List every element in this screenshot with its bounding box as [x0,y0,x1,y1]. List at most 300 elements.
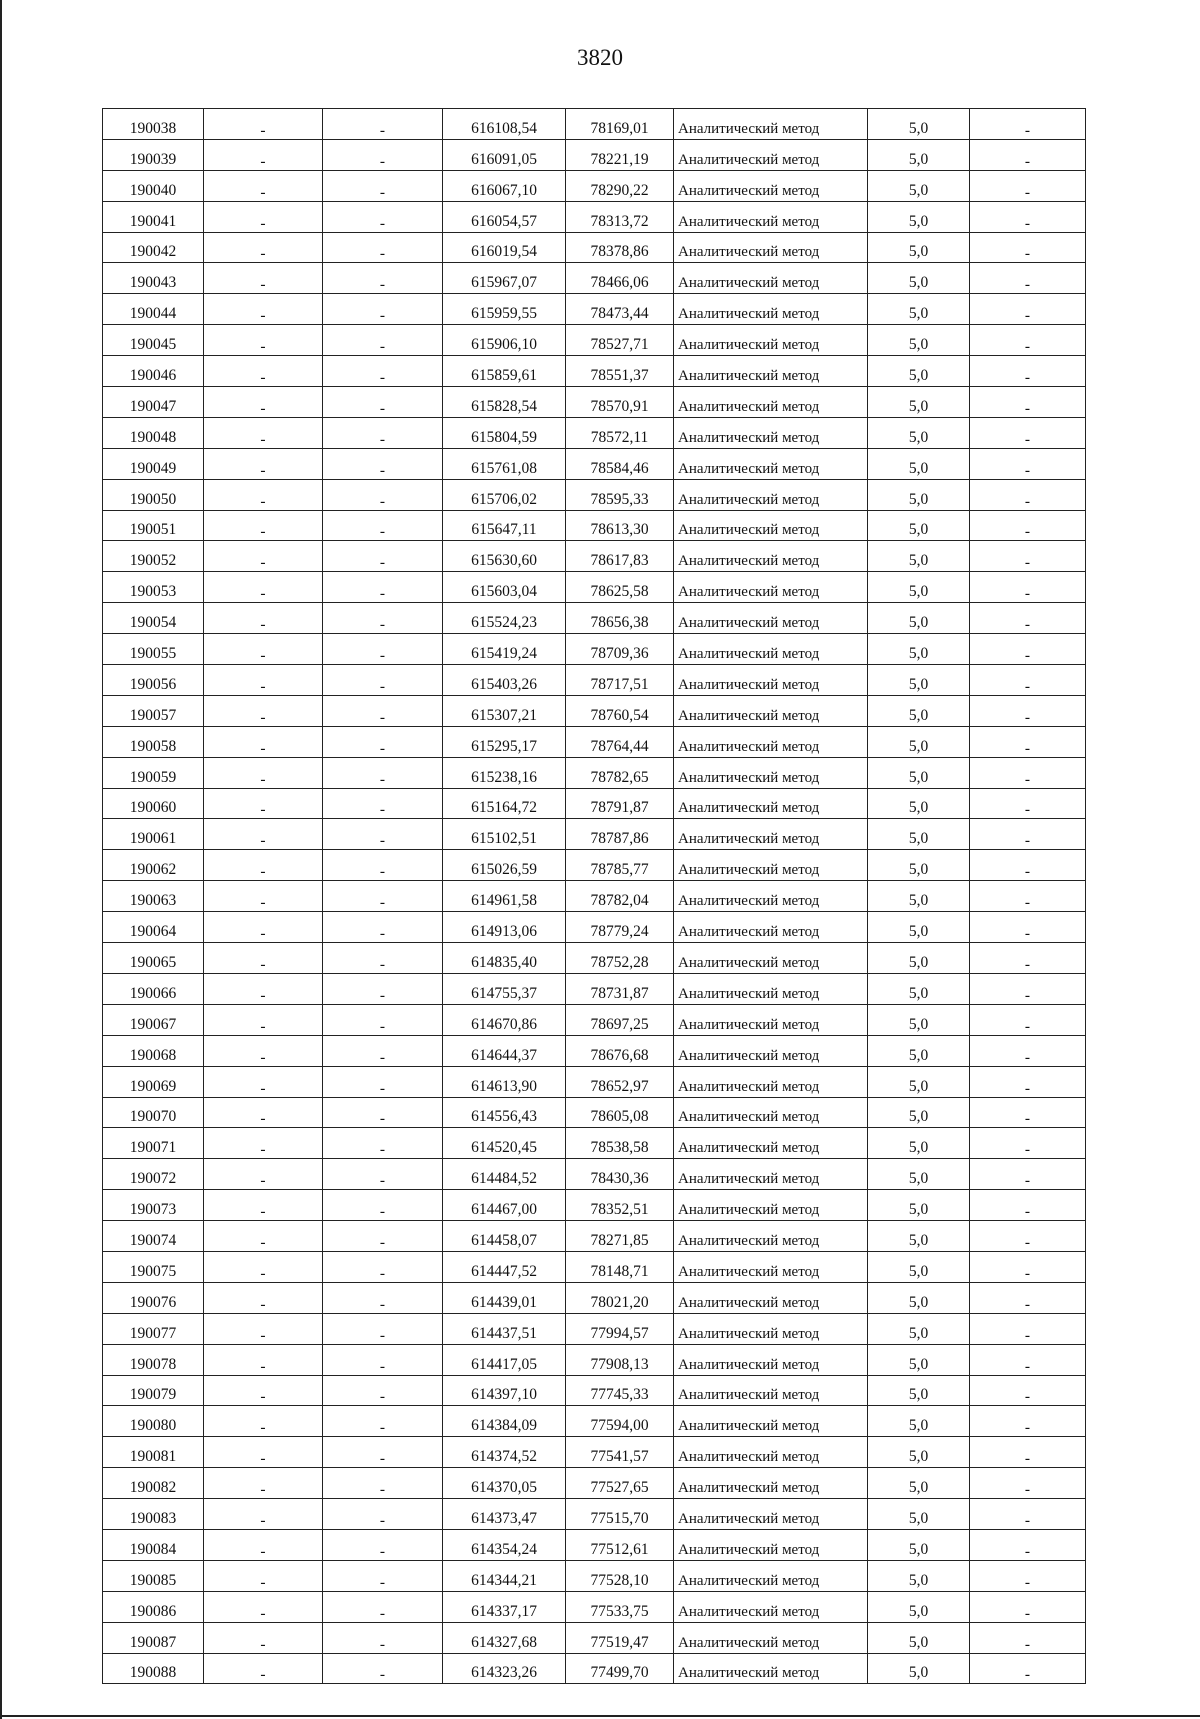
accuracy-cell: 5,0 [868,325,970,356]
accuracy-cell: 5,0 [868,603,970,634]
x-coordinate-cell: 615403,26 [443,665,566,696]
empty-cell-a: - [204,1499,323,1530]
y-coordinate-cell: 78676,68 [566,1035,674,1066]
accuracy-cell: 5,0 [868,1406,970,1437]
empty-cell-a: - [204,510,323,541]
method-cell: Аналитический метод [674,232,868,263]
point-number-cell: 190087 [103,1622,204,1653]
table-row [103,819,1086,850]
empty-cell-b: - [323,1313,443,1344]
accuracy-cell: 5,0 [868,1437,970,1468]
x-coordinate-cell: 616019,54 [443,232,566,263]
empty-cell-a: - [204,1128,323,1159]
accuracy-cell: 5,0 [868,387,970,418]
x-coordinate-cell: 615419,24 [443,634,566,665]
empty-cell-c: - [970,1282,1086,1313]
accuracy-cell: 5,0 [868,788,970,819]
x-coordinate-cell: 614354,24 [443,1529,566,1560]
table-row [103,325,1086,356]
method-cell: Аналитический метод [674,603,868,634]
y-coordinate-cell: 78584,46 [566,448,674,479]
empty-cell-c: - [970,1375,1086,1406]
empty-cell-a: - [204,139,323,170]
accuracy-cell: 5,0 [868,1221,970,1252]
y-coordinate-cell: 77512,61 [566,1529,674,1560]
point-number-cell: 190058 [103,726,204,757]
y-coordinate-cell: 78782,65 [566,757,674,788]
table-row [103,170,1086,201]
x-coordinate-cell: 614835,40 [443,943,566,974]
y-coordinate-cell: 78605,08 [566,1097,674,1128]
empty-cell-b: - [323,912,443,943]
table-row [103,1097,1086,1128]
accuracy-cell: 5,0 [868,1560,970,1591]
accuracy-cell: 5,0 [868,1066,970,1097]
empty-cell-a: - [204,1406,323,1437]
table-row [103,263,1086,294]
accuracy-cell: 5,0 [868,1344,970,1375]
table-row [103,541,1086,572]
empty-cell-b: - [323,387,443,418]
empty-cell-a: - [204,356,323,387]
y-coordinate-cell: 78787,86 [566,819,674,850]
point-number-cell: 190039 [103,139,204,170]
table-row [103,1066,1086,1097]
x-coordinate-cell: 615164,72 [443,788,566,819]
table-row [103,479,1086,510]
method-cell: Аналитический метод [674,1004,868,1035]
y-coordinate-cell: 78551,37 [566,356,674,387]
method-cell: Аналитический метод [674,1344,868,1375]
x-coordinate-cell: 616108,54 [443,109,566,140]
y-coordinate-cell: 77533,75 [566,1591,674,1622]
y-coordinate-cell: 78697,25 [566,1004,674,1035]
method-cell: Аналитический метод [674,1499,868,1530]
coordinates-table [102,108,1086,1684]
method-cell: Аналитический метод [674,1406,868,1437]
x-coordinate-cell: 615630,60 [443,541,566,572]
empty-cell-b: - [323,757,443,788]
method-cell: Аналитический метод [674,695,868,726]
x-coordinate-cell: 614613,90 [443,1066,566,1097]
point-number-cell: 190055 [103,634,204,665]
method-cell: Аналитический метод [674,1437,868,1468]
point-number-cell: 190084 [103,1529,204,1560]
table-row [103,1653,1086,1684]
x-coordinate-cell: 614327,68 [443,1622,566,1653]
empty-cell-c: - [970,1468,1086,1499]
y-coordinate-cell: 78169,01 [566,109,674,140]
empty-cell-b: - [323,325,443,356]
empty-cell-b: - [323,1128,443,1159]
x-coordinate-cell: 614373,47 [443,1499,566,1530]
empty-cell-a: - [204,788,323,819]
table-row [103,356,1086,387]
point-number-cell: 190066 [103,973,204,1004]
empty-cell-b: - [323,541,443,572]
accuracy-cell: 5,0 [868,850,970,881]
table-row [103,1529,1086,1560]
table-row [103,973,1086,1004]
table-row [103,1251,1086,1282]
point-number-cell: 190079 [103,1375,204,1406]
point-number-cell: 190083 [103,1499,204,1530]
point-number-cell: 190069 [103,1066,204,1097]
y-coordinate-cell: 78731,87 [566,973,674,1004]
empty-cell-b: - [323,973,443,1004]
page-number: 3820 [577,45,623,70]
y-coordinate-cell: 78430,36 [566,1159,674,1190]
empty-cell-a: - [204,1097,323,1128]
table-row [103,1128,1086,1159]
y-coordinate-cell: 77745,33 [566,1375,674,1406]
y-coordinate-cell: 78538,58 [566,1128,674,1159]
point-number-cell: 190056 [103,665,204,696]
empty-cell-b: - [323,1282,443,1313]
x-coordinate-cell: 614520,45 [443,1128,566,1159]
empty-cell-c: - [970,541,1086,572]
table-row [103,417,1086,448]
x-coordinate-cell: 615603,04 [443,572,566,603]
accuracy-cell: 5,0 [868,510,970,541]
point-number-cell: 190074 [103,1221,204,1252]
point-number-cell: 190053 [103,572,204,603]
table-row [103,603,1086,634]
point-number-cell: 190080 [103,1406,204,1437]
table-row [103,1499,1086,1530]
point-number-cell: 190038 [103,109,204,140]
empty-cell-c: - [970,634,1086,665]
x-coordinate-cell: 614397,10 [443,1375,566,1406]
empty-cell-b: - [323,1344,443,1375]
table-row [103,634,1086,665]
accuracy-cell: 5,0 [868,634,970,665]
y-coordinate-cell: 78527,71 [566,325,674,356]
y-coordinate-cell: 78613,30 [566,510,674,541]
table-row [103,1406,1086,1437]
empty-cell-c: - [970,1344,1086,1375]
empty-cell-c: - [970,788,1086,819]
y-coordinate-cell: 78021,20 [566,1282,674,1313]
empty-cell-b: - [323,356,443,387]
empty-cell-a: - [204,1282,323,1313]
method-cell: Аналитический метод [674,1591,868,1622]
empty-cell-b: - [323,479,443,510]
empty-cell-c: - [970,973,1086,1004]
table-row [103,943,1086,974]
point-number-cell: 190077 [103,1313,204,1344]
empty-cell-a: - [204,1190,323,1221]
accuracy-cell: 5,0 [868,912,970,943]
empty-cell-b: - [323,634,443,665]
x-coordinate-cell: 615959,55 [443,294,566,325]
x-coordinate-cell: 614644,37 [443,1035,566,1066]
empty-cell-b: - [323,726,443,757]
y-coordinate-cell: 77527,65 [566,1468,674,1499]
empty-cell-c: - [970,757,1086,788]
x-coordinate-cell: 615524,23 [443,603,566,634]
empty-cell-a: - [204,943,323,974]
point-number-cell: 190086 [103,1591,204,1622]
method-cell: Аналитический метод [674,1560,868,1591]
empty-cell-a: - [204,973,323,1004]
point-number-cell: 190088 [103,1653,204,1684]
empty-cell-a: - [204,603,323,634]
table-row [103,1004,1086,1035]
x-coordinate-cell: 615804,59 [443,417,566,448]
page-border-left [0,0,2,1719]
x-coordinate-cell: 614458,07 [443,1221,566,1252]
empty-cell-a: - [204,850,323,881]
point-number-cell: 190071 [103,1128,204,1159]
empty-cell-c: - [970,665,1086,696]
empty-cell-c: - [970,356,1086,387]
method-cell: Аналитический метод [674,1035,868,1066]
empty-cell-c: - [970,1251,1086,1282]
accuracy-cell: 5,0 [868,1499,970,1530]
table-row [103,1282,1086,1313]
empty-cell-a: - [204,417,323,448]
x-coordinate-cell: 615967,07 [443,263,566,294]
method-cell: Аналитический метод [674,201,868,232]
empty-cell-b: - [323,1190,443,1221]
empty-cell-c: - [970,294,1086,325]
table-row [103,1344,1086,1375]
table-row [103,1591,1086,1622]
accuracy-cell: 5,0 [868,1282,970,1313]
empty-cell-a: - [204,819,323,850]
y-coordinate-cell: 78760,54 [566,695,674,726]
accuracy-cell: 5,0 [868,819,970,850]
method-cell: Аналитический метод [674,1159,868,1190]
empty-cell-b: - [323,943,443,974]
method-cell: Аналитический метод [674,387,868,418]
point-number-cell: 190052 [103,541,204,572]
x-coordinate-cell: 614670,86 [443,1004,566,1035]
method-cell: Аналитический метод [674,943,868,974]
empty-cell-c: - [970,448,1086,479]
y-coordinate-cell: 78717,51 [566,665,674,696]
empty-cell-a: - [204,757,323,788]
y-coordinate-cell: 78466,06 [566,263,674,294]
accuracy-cell: 5,0 [868,726,970,757]
table-row [103,850,1086,881]
x-coordinate-cell: 614755,37 [443,973,566,1004]
x-coordinate-cell: 615307,21 [443,695,566,726]
y-coordinate-cell: 77994,57 [566,1313,674,1344]
y-coordinate-cell: 78572,11 [566,417,674,448]
accuracy-cell: 5,0 [868,1375,970,1406]
empty-cell-c: - [970,1313,1086,1344]
empty-cell-b: - [323,603,443,634]
accuracy-cell: 5,0 [868,201,970,232]
empty-cell-a: - [204,1375,323,1406]
accuracy-cell: 5,0 [868,695,970,726]
accuracy-cell: 5,0 [868,757,970,788]
empty-cell-a: - [204,912,323,943]
accuracy-cell: 5,0 [868,109,970,140]
point-number-cell: 190044 [103,294,204,325]
y-coordinate-cell: 78617,83 [566,541,674,572]
empty-cell-a: - [204,1344,323,1375]
y-coordinate-cell: 78764,44 [566,726,674,757]
accuracy-cell: 5,0 [868,1190,970,1221]
empty-cell-b: - [323,510,443,541]
x-coordinate-cell: 614374,52 [443,1437,566,1468]
x-coordinate-cell: 614447,52 [443,1251,566,1282]
point-number-cell: 190061 [103,819,204,850]
point-number-cell: 190060 [103,788,204,819]
x-coordinate-cell: 615026,59 [443,850,566,881]
x-coordinate-cell: 615906,10 [443,325,566,356]
empty-cell-c: - [970,1529,1086,1560]
point-number-cell: 190067 [103,1004,204,1035]
table-row [103,665,1086,696]
point-number-cell: 190046 [103,356,204,387]
table-row [103,726,1086,757]
table-row [103,1468,1086,1499]
empty-cell-b: - [323,1468,443,1499]
empty-cell-a: - [204,572,323,603]
y-coordinate-cell: 78652,97 [566,1066,674,1097]
method-cell: Аналитический метод [674,294,868,325]
accuracy-cell: 5,0 [868,1035,970,1066]
y-coordinate-cell: 78570,91 [566,387,674,418]
table-row [103,387,1086,418]
accuracy-cell: 5,0 [868,973,970,1004]
empty-cell-c: - [970,1128,1086,1159]
x-coordinate-cell: 614384,09 [443,1406,566,1437]
method-cell: Аналитический метод [674,634,868,665]
method-cell: Аналитический метод [674,1653,868,1684]
table-row [103,1375,1086,1406]
empty-cell-c: - [970,387,1086,418]
empty-cell-b: - [323,1499,443,1530]
empty-cell-a: - [204,1159,323,1190]
table-row [103,1622,1086,1653]
point-number-cell: 190063 [103,881,204,912]
empty-cell-c: - [970,1622,1086,1653]
empty-cell-c: - [970,263,1086,294]
method-cell: Аналитический метод [674,973,868,1004]
empty-cell-c: - [970,232,1086,263]
empty-cell-b: - [323,1159,443,1190]
empty-cell-c: - [970,912,1086,943]
table-row [103,1437,1086,1468]
empty-cell-b: - [323,1221,443,1252]
y-coordinate-cell: 77908,13 [566,1344,674,1375]
empty-cell-a: - [204,1653,323,1684]
y-coordinate-cell: 78709,36 [566,634,674,665]
empty-cell-c: - [970,1097,1086,1128]
method-cell: Аналитический метод [674,1468,868,1499]
x-coordinate-cell: 615238,16 [443,757,566,788]
x-coordinate-cell: 614370,05 [443,1468,566,1499]
x-coordinate-cell: 615761,08 [443,448,566,479]
empty-cell-a: - [204,726,323,757]
table-row [103,1221,1086,1252]
method-cell: Аналитический метод [674,1282,868,1313]
empty-cell-c: - [970,201,1086,232]
accuracy-cell: 5,0 [868,1622,970,1653]
point-number-cell: 190075 [103,1251,204,1282]
point-number-cell: 190048 [103,417,204,448]
empty-cell-a: - [204,1560,323,1591]
empty-cell-b: - [323,170,443,201]
accuracy-cell: 5,0 [868,1529,970,1560]
accuracy-cell: 5,0 [868,1004,970,1035]
x-coordinate-cell: 614337,17 [443,1591,566,1622]
table-row [103,757,1086,788]
x-coordinate-cell: 614913,06 [443,912,566,943]
empty-cell-a: - [204,1035,323,1066]
method-cell: Аналитический метод [674,1221,868,1252]
point-number-cell: 190065 [103,943,204,974]
empty-cell-b: - [323,1653,443,1684]
y-coordinate-cell: 78271,85 [566,1221,674,1252]
x-coordinate-cell: 615647,11 [443,510,566,541]
accuracy-cell: 5,0 [868,572,970,603]
point-number-cell: 190085 [103,1560,204,1591]
method-cell: Аналитический метод [674,788,868,819]
empty-cell-b: - [323,1375,443,1406]
empty-cell-a: - [204,634,323,665]
method-cell: Аналитический метод [674,479,868,510]
empty-cell-a: - [204,1437,323,1468]
table-row [103,912,1086,943]
empty-cell-b: - [323,572,443,603]
method-cell: Аналитический метод [674,1066,868,1097]
table-row [103,1035,1086,1066]
empty-cell-c: - [970,479,1086,510]
table-row [103,1313,1086,1344]
method-cell: Аналитический метод [674,1622,868,1653]
y-coordinate-cell: 78595,33 [566,479,674,510]
empty-cell-c: - [970,1653,1086,1684]
point-number-cell: 190049 [103,448,204,479]
method-cell: Аналитический метод [674,1251,868,1282]
table-row [103,1159,1086,1190]
empty-cell-a: - [204,1004,323,1035]
y-coordinate-cell: 77594,00 [566,1406,674,1437]
page-border-bottom [0,1715,1200,1717]
x-coordinate-cell: 614323,26 [443,1653,566,1684]
accuracy-cell: 5,0 [868,1591,970,1622]
y-coordinate-cell: 78290,22 [566,170,674,201]
accuracy-cell: 5,0 [868,294,970,325]
empty-cell-b: - [323,1560,443,1591]
x-coordinate-cell: 614439,01 [443,1282,566,1313]
accuracy-cell: 5,0 [868,479,970,510]
accuracy-cell: 5,0 [868,541,970,572]
empty-cell-b: - [323,1529,443,1560]
point-number-cell: 190041 [103,201,204,232]
empty-cell-a: - [204,541,323,572]
empty-cell-b: - [323,448,443,479]
empty-cell-a: - [204,695,323,726]
empty-cell-a: - [204,109,323,140]
empty-cell-a: - [204,232,323,263]
x-coordinate-cell: 616091,05 [443,139,566,170]
accuracy-cell: 5,0 [868,1313,970,1344]
table-row [103,448,1086,479]
point-number-cell: 190045 [103,325,204,356]
empty-cell-c: - [970,572,1086,603]
empty-cell-b: - [323,1622,443,1653]
empty-cell-b: - [323,263,443,294]
accuracy-cell: 5,0 [868,448,970,479]
method-cell: Аналитический метод [674,1375,868,1406]
